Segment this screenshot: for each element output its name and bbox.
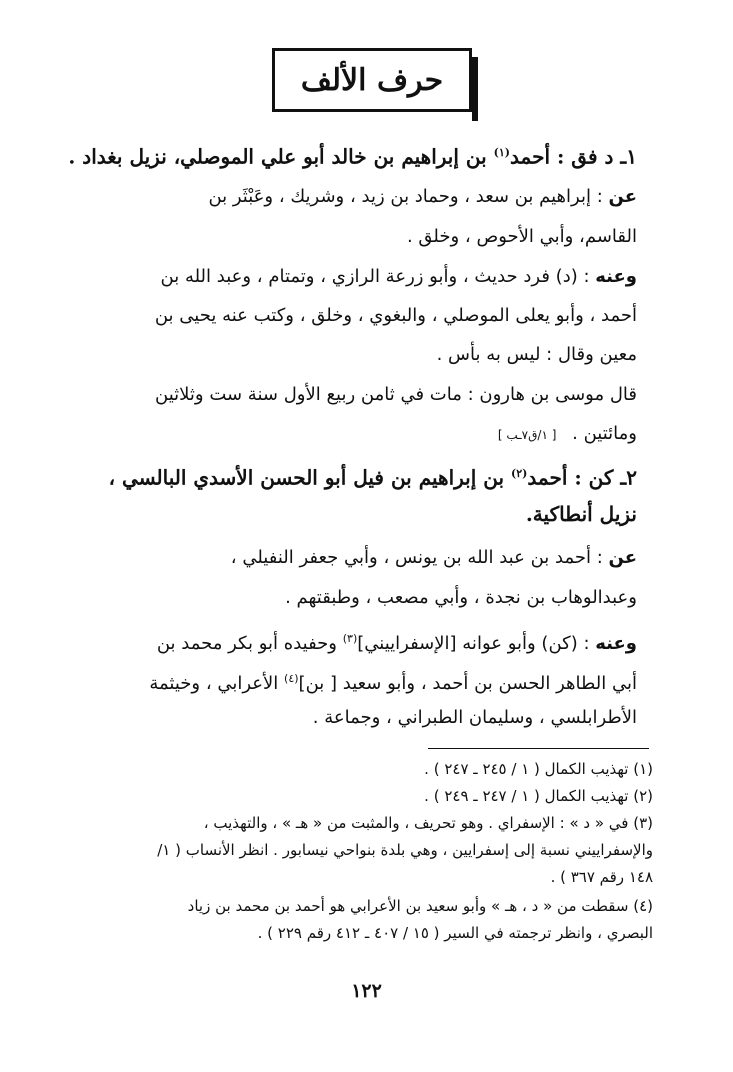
entry1-anhu-line3: معين وقال : ليس به بأس . <box>436 344 637 365</box>
footnote-separator <box>428 748 649 749</box>
entry1-death-line2 <box>77 419 637 450</box>
entry1-anhu-line2: أحمد ، وأبو يعلى الموصلي ، والبغوي ، وخلق ، وكتب عنه يحيى بن <box>154 305 637 326</box>
entry2-an-text: : أحمد بن عبد الله بن يونس ، وأبي جعفر النفيلي ، <box>230 547 609 568</box>
footnote-3-line1: (٣) في « د » : الإسفراي . وهو تحريف ، والمثبت من « هـ » ، والتهذيب ، <box>203 814 653 832</box>
chapter-title-box <box>272 48 472 112</box>
footnote-ref-3: (٣) <box>342 632 358 645</box>
entry2-anhu-text-b: وحفيده أبو بكر محمد بن <box>156 633 343 654</box>
entry1-anhu-label: وعنه <box>595 266 637 287</box>
footnote-3-line3: ١٤٨ رقم ٣٦٧ ) . <box>550 868 653 886</box>
entry1-heading-name: ١ـ د فق : أحمد <box>510 144 637 169</box>
entry1-anhu-line1 <box>77 262 637 292</box>
entry2-anhu-line1 <box>77 624 637 659</box>
manuscript-ref: [ ١/ق٧ـب ] <box>497 428 557 442</box>
footnote-4-line2: البصري ، وانظر ترجمته في السير ( ١٥ / ٤٠٧ ـ ٤١٢ رقم ٢٢٩ ) . <box>257 924 653 942</box>
entry1-anhu-text: : (د) فرد حديث ، وأبو زرعة الرازي ، وتمتام ، وعبد الله بن <box>160 266 596 287</box>
footnote-ref-4: (٤) <box>284 672 299 685</box>
entry2-an-line2: وعبدالوهاب بن نجدة ، وأبي مصعب ، وطبقتهم . <box>285 587 637 608</box>
entry1-death-text: ومائتين . <box>572 423 637 444</box>
page-number: ١٢٢ <box>351 980 382 1002</box>
entry2-anhu-text-d: الأعرابي ، وخيثمة <box>149 673 285 694</box>
footnote-1: (١) تهذيب الكمال ( ١ / ٢٤٥ ـ ٢٤٧ ) . <box>424 760 653 778</box>
entry1-an-text: : إبراهيم بن سعد ، وحماد بن زيد ، وشريك ، وعَبْثَر بن <box>208 186 609 207</box>
entry2-anhu-text-c: أبي الطاهر الحسن بن أحمد ، وأبو سعيد [ بن] <box>298 673 637 694</box>
title-box-shadow <box>472 57 478 121</box>
entry1-an-line1 <box>77 182 637 212</box>
footnote-3-line2: والإسفراييني نسبة إلى إسفرايين ، وهي بلدة بنواحي نيسابور . انظر الأنساب ( ١/ <box>157 841 653 859</box>
entry2-heading <box>77 459 637 493</box>
entry2-anhu-line3: الأطرابلسي ، وسليمان الطبراني ، وجماعة . <box>312 707 637 728</box>
footnote-4-line1: (٤) سقطت من « د ، هـ » وأبو سعيد بن الأعرابي هو أحمد بن محمد بن زياد <box>187 897 653 915</box>
footnote-ref-1: (١) <box>493 146 511 159</box>
chapter-title: حرف الألف <box>300 62 444 98</box>
entry2-heading-line2: نزيل أنطاكية. <box>525 502 637 526</box>
entry2-an-label: عن <box>608 547 637 568</box>
entry1-an-line2: القاسم، وأبي الأحوص ، وخلق . <box>406 226 637 247</box>
entry2-anhu-label: وعنه <box>595 633 637 654</box>
footnote-2: (٢) تهذيب الكمال ( ١ / ٢٤٧ ـ ٢٤٩ ) . <box>424 787 653 805</box>
entry1-an-label: عن <box>608 186 637 207</box>
entry1-heading-rest: بن إبراهيم بن خالد أبو علي الموصلي، نزيل بغداد . <box>68 144 494 169</box>
entry2-heading-rest: بن إبراهيم بن فيل أبو الحسن الأسدي البالسي ، <box>108 465 512 490</box>
entry2-an-line1 <box>77 543 637 573</box>
entry2-heading-name: ٢ـ كن : أحمد <box>527 465 637 490</box>
entry1-death-line1: قال موسى بن هارون : مات في ثامن ربيع الأول سنة ست وثلاثين <box>155 384 637 405</box>
entry2-anhu-line2 <box>77 664 637 699</box>
footnote-ref-2: (٢) <box>511 467 528 480</box>
entry2-anhu-text-a: : (كن) وأبو عوانه [الإسفراييني] <box>357 633 596 654</box>
entry1-heading <box>68 138 637 172</box>
